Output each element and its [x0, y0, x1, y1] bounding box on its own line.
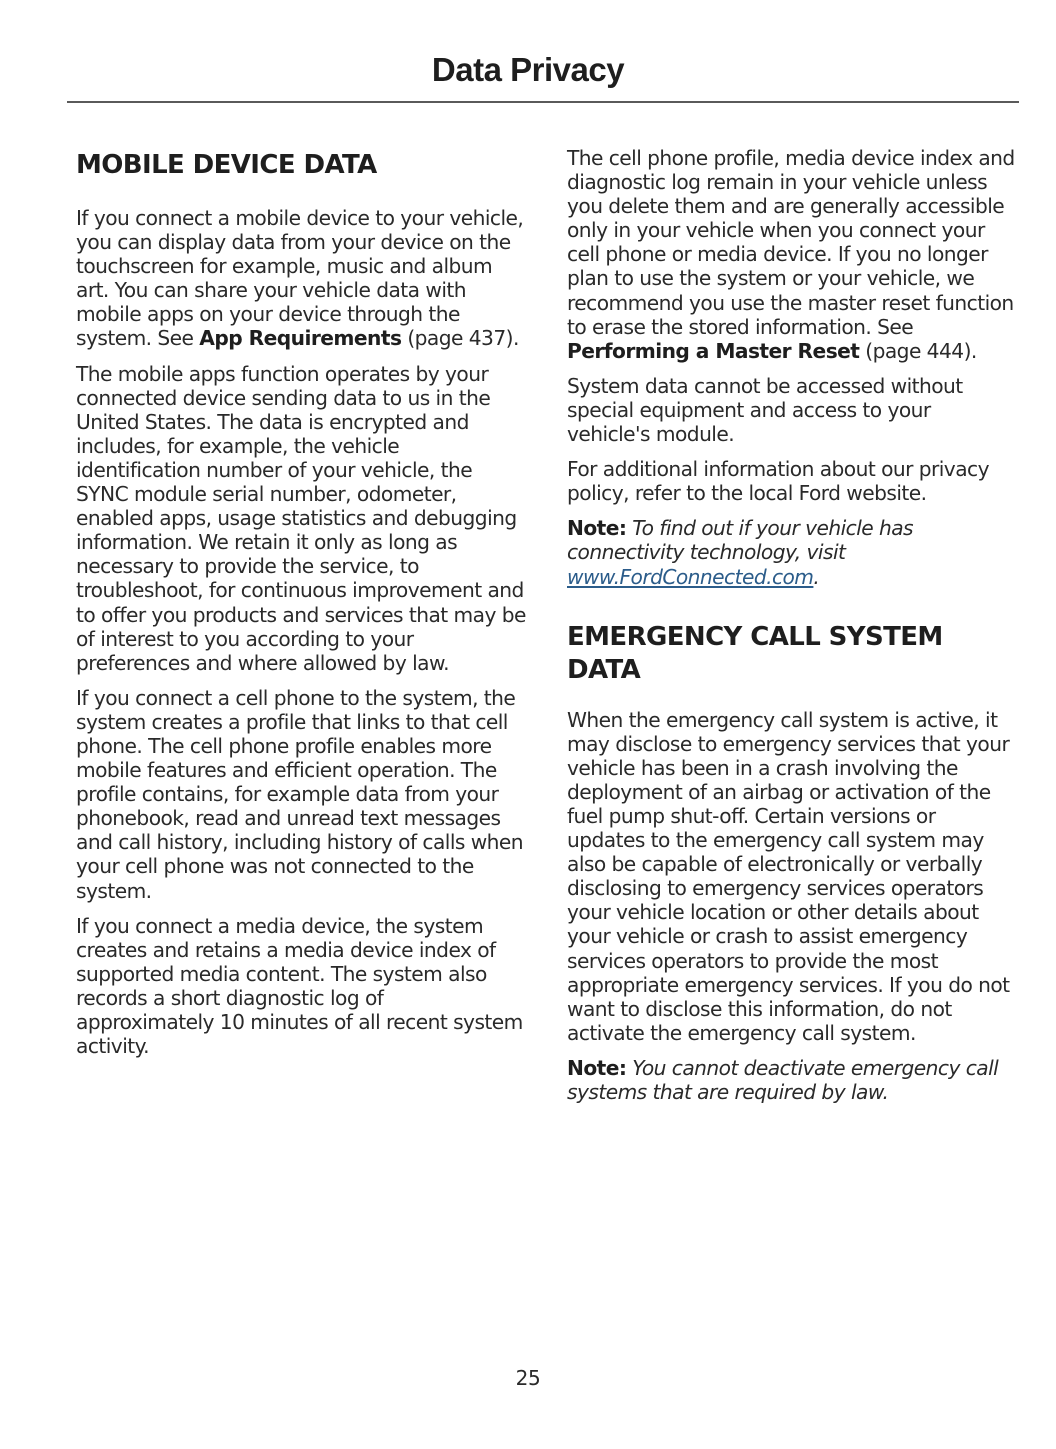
cross-reference-master-reset[interactable]: Performing a Master Reset: [567, 338, 860, 363]
left-column: [76, 146, 526, 1069]
section-heading-emergency-call-system-data: EMERGENCY CALL SYSTEM DATA: [567, 621, 943, 685]
ford-connected-link[interactable]: www.FordConnected.com: [567, 564, 814, 589]
note-text: You cannot deactivate emergency call systems that are required by law.: [567, 1055, 999, 1104]
paragraph-cell-phone-profile: If you connect a cell phone to the system, the system creates a profile that links to that cell phone. The cell phone profile enables more mobile features and efficient operation. The profile contains, for example data from your phonebook, read and unread text messages and call history, including history of calls when your cell phone was not connected to the system.: [76, 685, 524, 903]
paragraph-text: The cell phone profile, media device index and diagnostic log remain in your vehicle unless you delete them and are generally accessible only in your vehicle when you connect your cell phone or media device. If you no longer plan to use the system or your vehicle, we recommend you use the master reset function to erase the stored information. See: [567, 146, 1015, 339]
paragraph-system-data-access: System data cannot be accessed without special equipment and access to your vehicle's module.: [567, 373, 963, 447]
paragraph-privacy-policy: For additional information about our privacy policy, refer to the local Ford website.: [567, 457, 989, 506]
note-text: To find out if your vehicle has connectivity technology, visit: [567, 516, 914, 565]
page-title: Data Privacy: [431, 51, 625, 88]
page-number: 25: [515, 1366, 541, 1390]
page-reference: (page 437).: [401, 326, 519, 351]
note-label: Note:: [567, 516, 627, 541]
page-reference: (page 444).: [859, 338, 977, 363]
paragraph-emergency-call-system: When the emergency call system is active, it may disclose to emergency services that your vehicle has been in a crash involving the deployment of an airbag or activation of the fuel pump shut-off. Certain versions or updates to the emergency call system may also be capable of electronically or verbally disclosing to emergency services operators your vehicle location or other details about your vehicle or crash to assist emergency services operators to provide the most appropriate emergency services. If you do not want to disclose this information, do not activate the emergency call system.: [567, 707, 1010, 1045]
paragraph-mobile-device-intro: [76, 206, 526, 351]
note-trailing: .: [813, 564, 820, 589]
paragraph-text: If you connect a mobile device to your vehicle, you can display data from your device on the touchscreen for example, music and album art. You can share your vehicle data with mobile apps on your device through the system. See: [76, 206, 524, 351]
right-column: [567, 146, 1017, 1115]
title-divider: [67, 101, 1019, 103]
section-heading-mobile-device-data: MOBILE DEVICE DATA: [76, 150, 377, 180]
note-emergency-call: [567, 1056, 1017, 1104]
note-label: Note:: [567, 1055, 627, 1080]
paragraph-mobile-apps-function: The mobile apps function operates by your connected device sending data to us in the United States. The data is encrypted and includes, for example, the vehicle identification number of your vehicle, the SYNC module serial number, odometer, enabled apps, usage statistics and debugging information. We retain it only as long as necessary to provide the service, to troubleshoot, for continuous improvement and to offer you products and services that may be of interest to you according to your preferences and where allowed by law.: [76, 361, 526, 675]
note-connectivity: [567, 516, 1017, 588]
paragraph-media-device: If you connect a media device, the system creates and retains a media device index of supported media content. The system also records a short diagnostic log of approximately 10 minutes of all recent system activity.: [76, 913, 523, 1059]
cross-reference-app-requirements[interactable]: App Requirements: [199, 326, 402, 351]
paragraph-data-retention: [567, 146, 1017, 363]
